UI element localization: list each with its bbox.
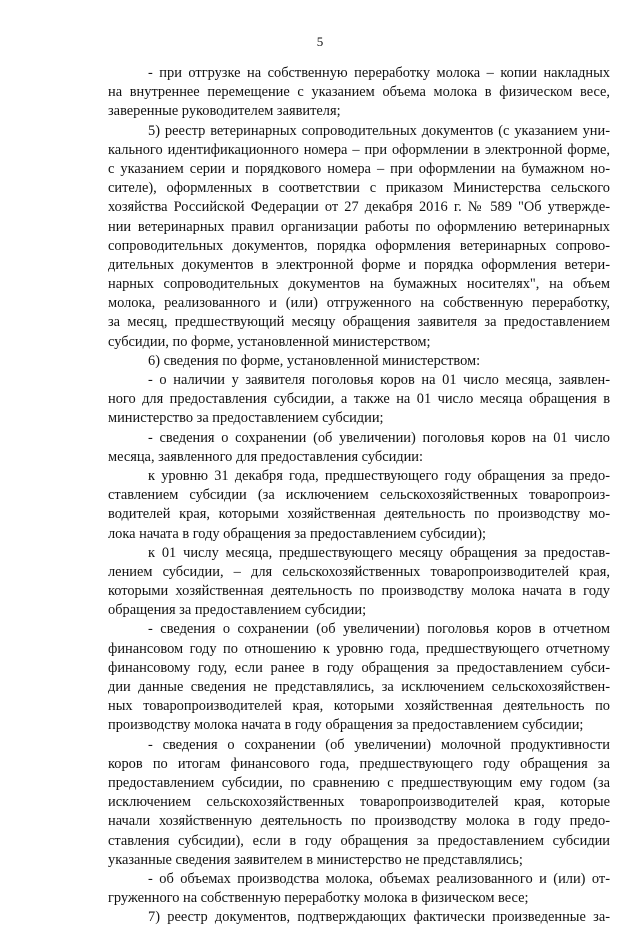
text-line: финансовому году, если ранее в году обращения за предоставлением субси- [108, 659, 610, 676]
text-line: с указанием серии и порядкового номера – при оформлении на бумажном но- [108, 160, 610, 177]
text-line: ного для предоставления субсидии, а также на 01 число месяца обращения в [108, 391, 610, 408]
text-line: за месяц, предшествующий месяцу обращения заявителя за предоставлением [108, 314, 610, 331]
text-line: министерство за предоставлением субсидии; [108, 410, 384, 427]
text-line: лением субсидии, – для сельскохозяйственных товаропроизводителей края, [108, 563, 610, 580]
text-line: - сведения о сохранении (об увеличении) молочной продуктивности [148, 736, 610, 753]
text-line: кального идентификационного номера – при оформлении в электронной форме, [108, 141, 610, 158]
text-line: ных товаропроизводителей края, которыми хозяйственная деятельность по [108, 698, 610, 715]
text-line: молока, реализованного и (или) отгруженного на собственную переработку, [108, 295, 610, 312]
text-line: к уровню 31 декабря года, предшествующего году обращения за предо- [148, 467, 610, 484]
text-line: водителей края, которыми хозяйственная деятельность по производству мо- [108, 506, 610, 523]
text-line: дии данные сведения не представлялись, за исключением сельскохозяйствен- [108, 679, 610, 695]
text-line: предоставлением субсидии, по сравнению с предшествующим ему годом (за [108, 774, 610, 791]
text-line: - об объемах производства молока, объемах реализованного и (или) от- [148, 870, 610, 887]
text-line: сопроводительных документов, порядка оформления ветеринарных сопрово- [108, 237, 610, 254]
text-line: 5) реестр ветеринарных сопроводительных документов (с указанием уни- [148, 122, 610, 139]
text-line: начали хозяйственную деятельность по производству молока в году предо- [108, 813, 610, 830]
text-line: 7) реестр документов, подтверждающих фактически произведенные за- [148, 909, 610, 926]
text-line: субсидии, по форме, установленной министерством; [108, 333, 431, 350]
text-line: финансовом году по отношению к уровню года, предшествующего отчетному [108, 640, 610, 657]
text-line: ставлением субсидии (за исключением сельскохозяйственных товаропроиз- [108, 487, 610, 504]
text-line: лока начата в году обращения за предоставлением субсидии); [108, 525, 487, 542]
page-number: 5 [316, 34, 324, 49]
text-line: производству молока начата в году обращения за предоставлением субсидии; [108, 717, 584, 734]
text-line: - сведения о сохранении (об увеличении) поголовья коров в отчетном [148, 621, 610, 638]
text-line: - сведения о сохранении (об увеличении) поголовья коров на 01 число [148, 429, 610, 446]
text-line: которыми хозяйственная деятельность по производству молока начата в году [108, 583, 610, 600]
text-line: обращения за предоставлением субсидии; [108, 602, 367, 619]
text-line: хозяйства Российской Федерации от 27 декабря 2016 г. № 589 "Об утвержде- [108, 199, 610, 216]
text-line: нарных сопроводительных документов на бумажных носителях", на объем [108, 276, 610, 293]
text-line: - о наличии у заявителя поголовья коров на 01 число месяца, заявлен- [148, 372, 610, 388]
text-line: исключением сельскохозяйственных товаропроизводителей края, которые [108, 794, 610, 811]
text-line: нии ветеринарных правил организации работы по оформлению ветеринарных [108, 218, 610, 235]
text-line: на внутреннее перемещение с указанием объема молока в физическом весе, [108, 84, 610, 101]
text-line: месяца, заявленного для предоставления субсидии: [108, 448, 423, 465]
text-line: к 01 числу месяца, предшествующего месяцу обращения за предостав- [148, 544, 610, 561]
text-line: ставления субсидии), если в году обращения за предоставлением субсидии [108, 832, 610, 849]
text-line: указанные сведения заявителем в министерство не представлялись; [108, 851, 523, 868]
text-line: сителе), оформленных в соответствии с приказом Министерства сельского [108, 180, 610, 197]
document-body [108, 64, 610, 927]
text-line: груженного на собственную переработку молока в физическом весе; [108, 890, 529, 907]
text-line: дительных документов в электронной форме и порядка оформления ветери- [108, 256, 610, 273]
text-line: - при отгрузке на собственную переработку молока – копии накладных [148, 65, 610, 81]
text-line: коров по итогам финансового года, предшествующего году обращения за [108, 755, 610, 772]
text-line: 6) сведения по форме, установленной министерством: [148, 352, 481, 369]
text-line: заверенные руководителем заявителя; [108, 103, 341, 120]
